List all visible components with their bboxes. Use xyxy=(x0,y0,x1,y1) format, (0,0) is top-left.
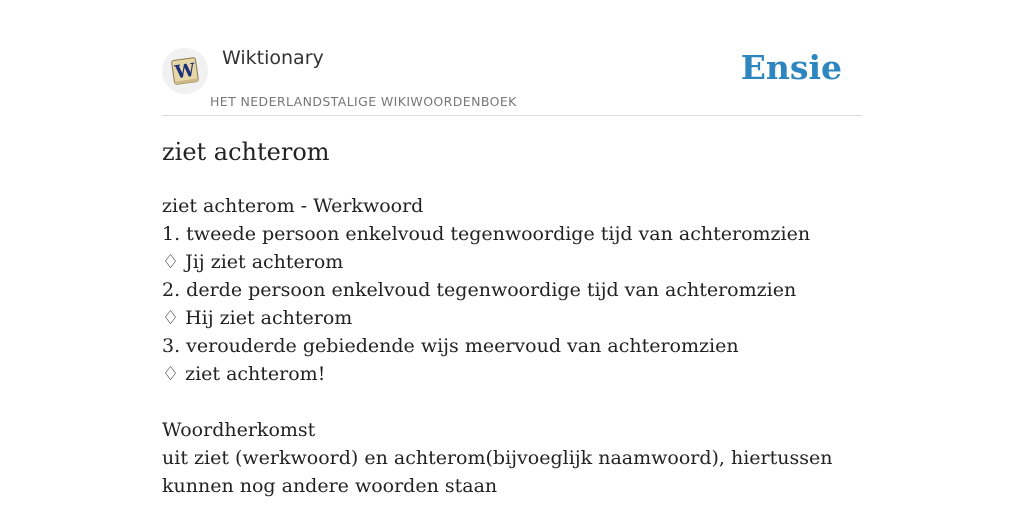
entry-line-wordclass: ziet achterom - Werkwoord xyxy=(162,195,424,217)
wiktionary-tile-icon xyxy=(168,54,202,88)
entry-line-definition-1: 1. tweede persoon enkelvoud tegenwoordige tijd van achteromzien xyxy=(162,223,811,245)
entry-line-example-2: ♢ Hij ziet achterom xyxy=(162,307,353,329)
spacer xyxy=(162,388,842,416)
entry-title: ziet achterom xyxy=(162,138,330,166)
wiktionary-logo[interactable] xyxy=(162,48,208,94)
ensie-brand-link[interactable]: Ensie xyxy=(740,48,842,87)
site-tagline: HET NEDERLANDSTALIGE WIKIWOORDENBOEK xyxy=(210,94,517,109)
site-name[interactable]: Wiktionary xyxy=(222,47,324,69)
logo-letter: W xyxy=(173,59,197,84)
etymology-text: uit ziet (werkwoord) en achterom(bijvoeglijk naamwoord), hiertussen kunnen nog andere woorden staan xyxy=(162,447,833,497)
site-header xyxy=(162,44,862,116)
entry-line-example-3: ♢ ziet achterom! xyxy=(162,363,326,385)
entry-line-definition-2: 2. derde persoon enkelvoud tegenwoordige tijd van achteromzien xyxy=(162,279,797,301)
etymology-heading: Woordherkomst xyxy=(162,419,316,441)
entry-line-definition-3: 3. verouderde gebiedende wijs meervoud van achteromzien xyxy=(162,335,739,357)
entry-line-example-1: ♢ Jij ziet achterom xyxy=(162,251,344,273)
entry-content xyxy=(162,192,842,500)
